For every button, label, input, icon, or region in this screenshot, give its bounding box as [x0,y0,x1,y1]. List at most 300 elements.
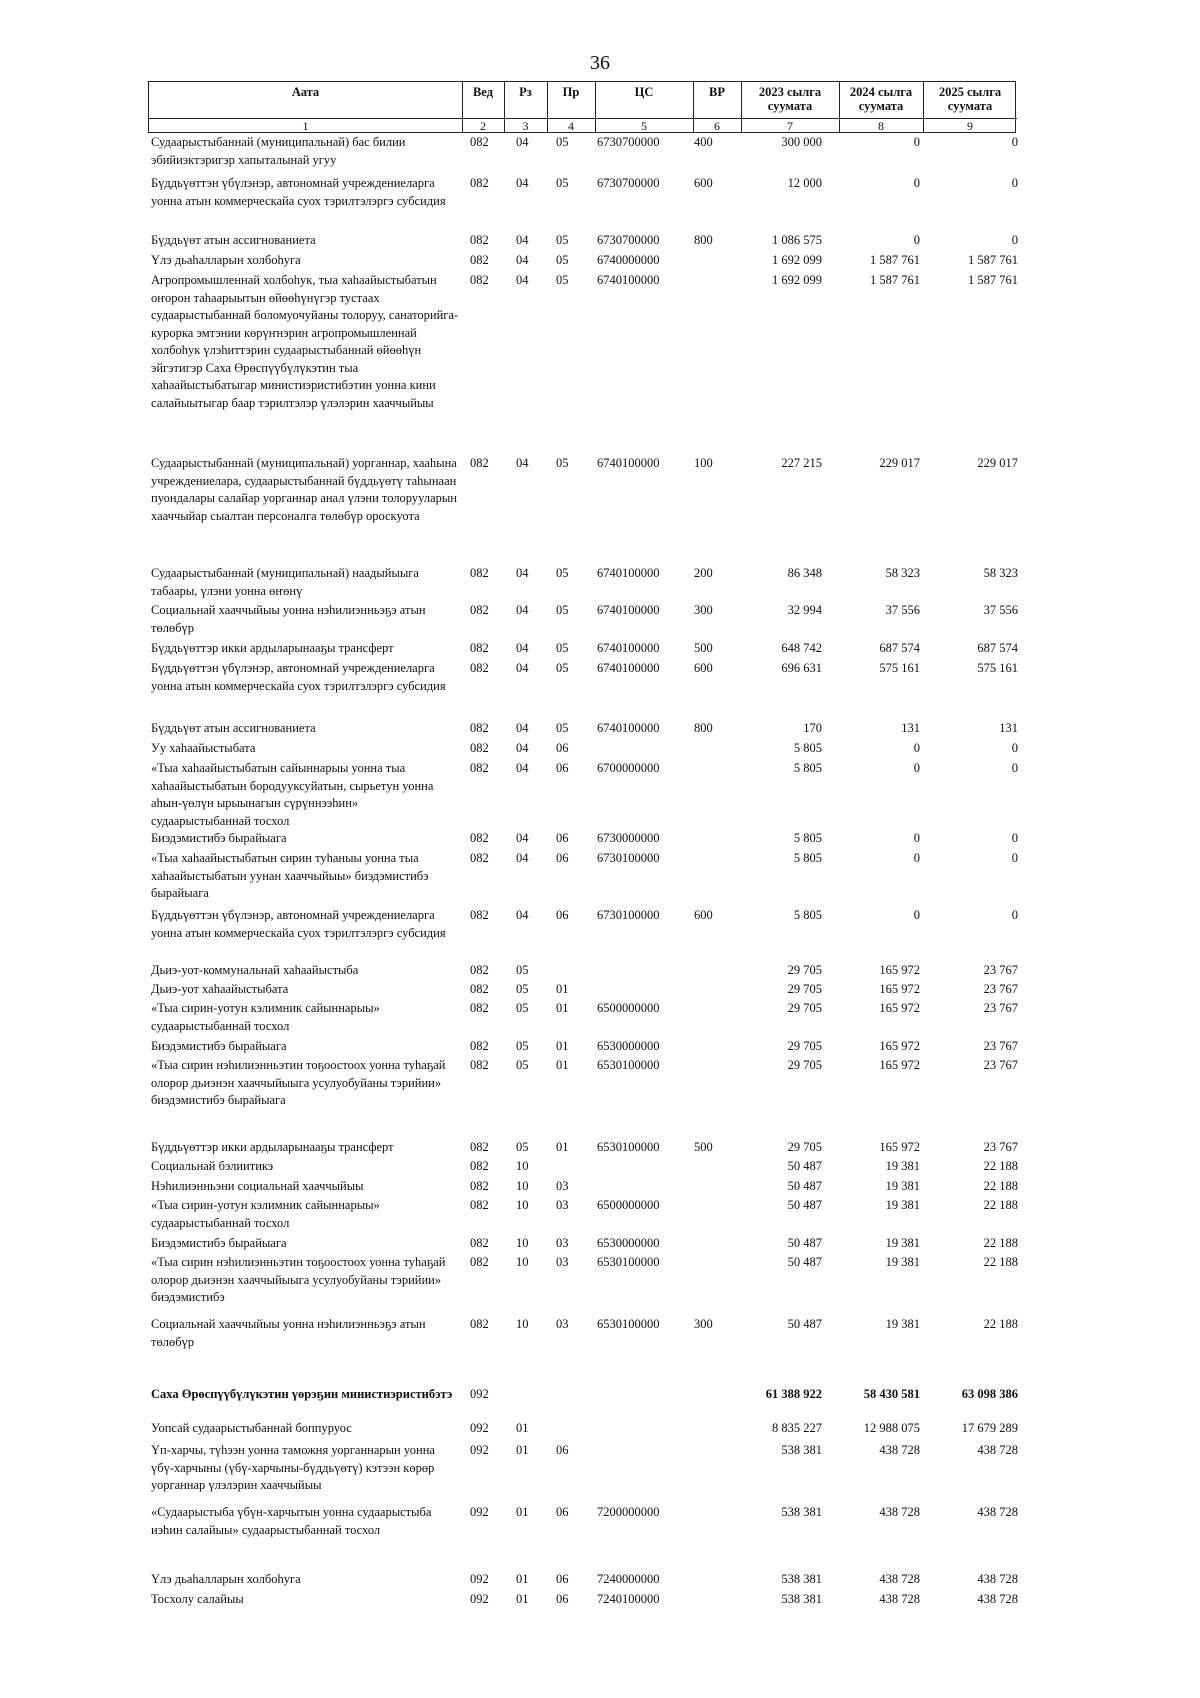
row-value-2025: 438 728 [977,1443,1018,1457]
row-rz: 04 [516,641,529,655]
row-value-2025: 22 188 [983,1198,1018,1212]
row-ved: 082 [470,135,489,149]
row-rz: 04 [516,851,529,865]
row-value-2023: 696 631 [781,661,822,675]
row-rz: 04 [516,176,529,190]
row-value-2024: 58 323 [885,566,920,580]
column-header-label: 2024 сылга суумата [849,85,913,113]
column-number: 8 [839,118,923,134]
row-cs: 6740100000 [597,273,660,287]
column-header-label: Вед [472,85,494,99]
row-name: Бүддьүөттэр икки ардыларынааҕы трансферт [151,641,394,655]
row-value-2023: 29 705 [787,1140,822,1154]
column-header-cs [595,82,693,134]
row-value-2023: 32 994 [787,603,822,617]
row-pr: 05 [556,566,569,580]
row-name: «Судаарыстыба үбүн-харчытын уонна судаарыстыба иэһин салайыы» судаарыстыбаннай тосхол [151,1505,432,1537]
row-rz: 01 [516,1443,529,1457]
row-name: Дьиэ-уот-коммунальнай хаһаайыстыба [151,963,359,977]
row-vr: 500 [694,1140,713,1154]
row-value-2023: 50 487 [787,1255,822,1269]
row-value-2023: 538 381 [781,1592,822,1606]
row-cs: 6730700000 [597,176,660,190]
row-value-2025: 17 679 289 [961,1421,1018,1435]
row-pr: 01 [556,982,569,996]
row-value-2023: 227 215 [781,456,822,470]
row-vr: 500 [694,641,713,655]
row-rz: 10 [516,1198,529,1212]
row-value-2024: 131 [901,721,920,735]
row-name: Социальнай бэлиитикэ [151,1159,274,1173]
row-value-2023: 1 692 099 [772,273,822,287]
row-pr: 05 [556,661,569,675]
column-number: 2 [462,118,504,134]
row-value-2023: 648 742 [781,641,822,655]
column-number: 5 [595,118,693,134]
row-rz: 05 [516,1001,529,1015]
row-ved: 082 [470,566,489,580]
row-rz: 05 [516,1039,529,1053]
row-ved: 082 [470,176,489,190]
row-ved: 082 [470,603,489,617]
row-value-2025: 1 587 761 [968,253,1018,267]
row-value-2024: 1 587 761 [870,273,920,287]
row-rz: 10 [516,1317,529,1331]
column-divider [462,82,463,132]
row-pr: 06 [556,1592,569,1606]
row-rz: 05 [516,1058,529,1072]
row-name: «Тыа сирин нэһилиэнньэтин тоҕоостоох уонна туһаҕай олорор дьиэнэн хааччыйыыга усулуобуйаны тэрийии» биэдэмистибэ [151,1255,446,1304]
row-rz: 04 [516,566,529,580]
row-ved: 082 [470,721,489,735]
row-value-2024: 0 [913,908,920,922]
column-divider [741,82,742,132]
row-ved: 092 [470,1592,489,1606]
row-cs: 6700000000 [597,761,660,775]
row-value-2025: 23 767 [983,1140,1018,1154]
row-pr: 03 [556,1255,569,1269]
row-ved: 082 [470,253,489,267]
row-value-2025: 23 767 [983,1039,1018,1053]
row-name: Социальнай хааччыйыы уонна нэһилиэнньэҕэ атын төлөбүр [151,603,426,635]
row-vr: 300 [694,1317,713,1331]
row-name: Биэдэмистибэ бырайыага [151,831,287,845]
row-name: Уу хаһаайыстыбата [151,741,256,755]
row-ved: 092 [470,1443,489,1457]
row-value-2023: 170 [803,721,822,735]
row-value-2023: 8 835 227 [772,1421,822,1435]
row-ved: 082 [470,641,489,655]
row-cs: 6530100000 [597,1058,660,1072]
row-value-2025: 1 587 761 [968,273,1018,287]
page-number: 36 [590,52,610,74]
row-value-2024: 165 972 [879,1140,920,1154]
row-ved: 082 [470,1236,489,1250]
row-value-2023: 5 805 [793,851,822,865]
row-name: Биэдэмистибэ бырайыага [151,1039,287,1053]
column-header-label: 2025 сылга суумата [938,85,1002,113]
row-rz: 04 [516,253,529,267]
row-pr: 01 [556,1039,569,1053]
row-rz: 04 [516,456,529,470]
row-value-2024: 19 381 [885,1198,920,1212]
row-value-2023: 29 705 [787,1058,822,1072]
row-name: Бүддьүөт атын ассигнованиета [151,233,316,247]
column-header-pr [547,82,595,134]
row-cs: 6530000000 [597,1236,660,1250]
row-rz: 04 [516,233,529,247]
row-cs: 6530100000 [597,1317,660,1331]
row-ved: 082 [470,1159,489,1173]
row-pr: 06 [556,908,569,922]
row-cs: 6740000000 [597,253,660,267]
row-ved: 082 [470,982,489,996]
row-cs: 6730100000 [597,908,660,922]
row-value-2023: 86 348 [787,566,822,580]
row-cs: 7200000000 [597,1505,660,1519]
row-pr: 05 [556,253,569,267]
table-header [148,81,1016,133]
row-rz: 01 [516,1592,529,1606]
row-value-2023: 538 381 [781,1443,822,1457]
row-value-2023: 5 805 [793,741,822,755]
row-value-2023: 50 487 [787,1198,822,1212]
row-pr: 06 [556,831,569,845]
row-cs: 6740100000 [597,641,660,655]
row-name: Судаарыстыбаннай (муниципальнай) наадыйыыга табаары, үлэни уонна өҥөнү [151,566,419,598]
column-number: 4 [547,118,595,134]
row-value-2024: 438 728 [879,1592,920,1606]
row-value-2023: 1 692 099 [772,253,822,267]
row-value-2023: 5 805 [793,908,822,922]
row-pr: 01 [556,1001,569,1015]
row-name: «Тыа хаһаайыстыбатын сайыннарыы уонна тыа хаһаайыстыбатын бородууксуйатын, сырьетун уонна аһын-үөлүн ырыынагын сүрүннээһин» судаарыстыбаннай тосхол [151,761,434,828]
row-name: Агропромышленнай холбоһук, тыа хаһаайыстыбатын оҥорон таһаарыытын өйөөһүнүгэр тустаах судаарыстыбаннай боломуочуйаны толоруу, санаторийга-курорка эмтэнии көрүҥнэрин агропромышленнай холбоһук үлэһиттэрин судаарыстыбаннай өйөөһүн эйгэтигэр Саха Өрөспүүбүлүкэтин тыа хаһаайыстыбатыгар министиэристибэтин уонна кини салайыытыгар баар тэрилтэлэр үлэлэрин хааччыйыы [151,273,459,410]
row-value-2025: 0 [1011,831,1018,845]
row-value-2023: 300 000 [781,135,822,149]
row-value-2024: 0 [913,851,920,865]
row-name: Бүддьүөттэн үбүлэнэр, автономнай учреждениеларга уонна атын коммерческайа суох тэрилтэлэргэ субсидия [151,176,446,208]
row-cs: 6730700000 [597,135,660,149]
row-cs: 6730700000 [597,233,660,247]
row-ved: 082 [470,273,489,287]
row-pr: 06 [556,851,569,865]
row-pr: 01 [556,1058,569,1072]
row-rz: 05 [516,963,529,977]
row-value-2024: 165 972 [879,982,920,996]
row-value-2025: 22 188 [983,1179,1018,1193]
row-value-2025: 23 767 [983,982,1018,996]
row-name: Үп-харчы, түһээн уонна таможня уорганнарын уонна үбү-харчыны (үбү-харчыны-бүддьүөтү) кэтээн көрөр уорганнар үлэлэрин хааччыйыы [151,1443,435,1492]
row-pr: 06 [556,1443,569,1457]
row-ved: 082 [470,831,489,845]
row-vr: 400 [694,135,713,149]
row-ved: 082 [470,1058,489,1072]
row-value-2025: 0 [1011,176,1018,190]
row-name: «Тыа сирин-уотун кэлимник сайыннарыы» судаарыстыбаннай тосхол [151,1198,380,1230]
row-ved: 082 [470,1001,489,1015]
column-header-2025 [923,82,1017,134]
column-header-label: Аата [291,85,320,99]
row-value-2025: 0 [1011,761,1018,775]
row-value-2024: 19 381 [885,1159,920,1173]
row-value-2025: 438 728 [977,1572,1018,1586]
column-header-label: 2023 сылга суумата [758,85,822,113]
row-name: Бүддьүөт атын ассигнованиета [151,721,316,735]
row-value-2025: 0 [1011,233,1018,247]
column-header-name [149,82,462,134]
row-value-2025: 63 098 386 [961,1387,1018,1401]
column-header-label: Пр [562,85,580,99]
row-rz: 01 [516,1505,529,1519]
row-pr: 03 [556,1179,569,1193]
row-value-2024: 37 556 [885,603,920,617]
row-pr: 06 [556,1505,569,1519]
row-pr: 05 [556,273,569,287]
row-value-2024: 229 017 [879,456,920,470]
row-pr: 06 [556,761,569,775]
row-cs: 6530000000 [597,1039,660,1053]
row-cs: 6500000000 [597,1001,660,1015]
row-pr: 05 [556,603,569,617]
row-rz: 04 [516,908,529,922]
row-vr: 300 [694,603,713,617]
column-divider [547,82,548,132]
row-value-2023: 29 705 [787,963,822,977]
row-cs: 6500000000 [597,1198,660,1212]
column-divider [839,82,840,132]
row-cs: 6740100000 [597,661,660,675]
row-ved: 082 [470,963,489,977]
row-rz: 04 [516,135,529,149]
row-rz: 04 [516,741,529,755]
row-vr: 800 [694,721,713,735]
row-value-2024: 438 728 [879,1443,920,1457]
row-ved: 092 [470,1421,489,1435]
row-value-2025: 0 [1011,851,1018,865]
row-pr: 03 [556,1198,569,1212]
row-value-2025: 37 556 [983,603,1018,617]
row-cs: 6740100000 [597,456,660,470]
row-ved: 082 [470,761,489,775]
column-divider [504,82,505,132]
row-pr: 05 [556,456,569,470]
row-rz: 10 [516,1255,529,1269]
row-value-2024: 165 972 [879,1058,920,1072]
row-value-2024: 1 587 761 [870,253,920,267]
row-value-2024: 0 [913,761,920,775]
row-value-2024: 0 [913,831,920,845]
row-rz: 10 [516,1236,529,1250]
row-value-2024: 165 972 [879,1039,920,1053]
row-value-2025: 22 188 [983,1317,1018,1331]
row-pr: 05 [556,721,569,735]
row-pr: 06 [556,1572,569,1586]
row-value-2024: 165 972 [879,963,920,977]
row-value-2024: 0 [913,233,920,247]
row-value-2024: 19 381 [885,1236,920,1250]
row-name: «Тыа хаһаайыстыбатын сирин туһаныы уонна тыа хаһаайыстыбатын уунан хааччыйыы» биэдэмистибэ бырайыага [151,851,429,900]
column-header-label: ЦС [634,85,654,99]
row-cs: 6740100000 [597,721,660,735]
row-name: Үлэ дьаһалларын холбоһуга [151,253,301,267]
row-pr: 03 [556,1236,569,1250]
row-pr: 05 [556,641,569,655]
row-value-2023: 61 388 922 [765,1387,822,1401]
row-value-2024: 19 381 [885,1255,920,1269]
column-number: 6 [693,118,741,134]
row-value-2024: 165 972 [879,1001,920,1015]
row-name: Уопсай судаарыстыбаннай боппуруос [151,1421,352,1435]
row-pr: 06 [556,741,569,755]
row-value-2023: 538 381 [781,1505,822,1519]
row-rz: 04 [516,661,529,675]
row-value-2025: 22 188 [983,1159,1018,1173]
row-rz: 10 [516,1179,529,1193]
row-rz: 05 [516,1140,529,1154]
row-name: Нэһилиэнньэни социальнай хааччыйыы [151,1179,364,1193]
row-value-2023: 538 381 [781,1572,822,1586]
column-header-label: ВР [709,85,725,99]
row-value-2025: 23 767 [983,1058,1018,1072]
row-rz: 01 [516,1572,529,1586]
row-cs: 7240100000 [597,1592,660,1606]
row-value-2023: 5 805 [793,831,822,845]
row-vr: 600 [694,908,713,922]
row-value-2024: 0 [913,176,920,190]
row-value-2025: 22 188 [983,1255,1018,1269]
row-ved: 092 [470,1572,489,1586]
row-value-2023: 50 487 [787,1236,822,1250]
row-ved: 082 [470,851,489,865]
row-value-2024: 58 430 581 [863,1387,920,1401]
row-name: Саха Өрөспүүбүлүкэтин үөрэҕин министиэристибэтэ [151,1387,453,1401]
row-value-2023: 29 705 [787,982,822,996]
column-divider [923,82,924,132]
row-value-2023: 29 705 [787,1039,822,1053]
column-header-rz [504,82,547,134]
row-ved: 082 [470,661,489,675]
row-value-2024: 687 574 [879,641,920,655]
row-pr: 05 [556,233,569,247]
row-ved: 082 [470,741,489,755]
row-name: Үлэ дьаһалларын холбоһуга [151,1572,301,1586]
row-pr: 05 [556,135,569,149]
row-name: Бүддьүөттэн үбүлэнэр, автономнай учреждениеларга уонна атын коммерческайа суох тэрилтэлэргэ субсидия [151,661,446,693]
row-value-2024: 438 728 [879,1505,920,1519]
row-cs: 6530100000 [597,1255,660,1269]
row-name: Биэдэмистибэ бырайыага [151,1236,287,1250]
column-divider [595,82,596,132]
row-ved: 082 [470,233,489,247]
row-value-2023: 50 487 [787,1159,822,1173]
row-name: Тосхолу салайыы [151,1592,244,1606]
row-vr: 100 [694,456,713,470]
row-value-2025: 0 [1011,908,1018,922]
row-name: Судаарыстыбаннай (муниципальнай) уорганнар, хааһына учреждениелара, судаарыстыбаннай бүддьүөтү таһынаан пуондалары салайар уорганнар анал үлэни толорууларын хааччыйар сыалтан персоналга төлөбүр ороскуота [151,456,457,523]
row-pr: 01 [556,1140,569,1154]
row-ved: 082 [470,908,489,922]
row-ved: 082 [470,1179,489,1193]
row-name: «Тыа сирин-уотун кэлимник сайыннарыы» судаарыстыбаннай тосхол [151,1001,380,1033]
row-ved: 082 [470,1255,489,1269]
row-value-2024: 0 [913,135,920,149]
row-value-2024: 438 728 [879,1572,920,1586]
row-cs: 6740100000 [597,566,660,580]
row-name: Дьиэ-уот хаһаайыстыбата [151,982,289,996]
row-value-2025: 23 767 [983,963,1018,977]
column-header-2024 [839,82,923,134]
column-header-label: Рз [519,85,532,99]
column-number: 3 [504,118,547,134]
row-value-2024: 575 161 [879,661,920,675]
row-ved: 082 [470,1140,489,1154]
column-header-vr [693,82,741,134]
row-rz: 04 [516,273,529,287]
row-name: «Тыа сирин нэһилиэнньэтин тоҕоостоох уонна туһаҕай олорор дьиэнэн хааччыйыыга усулуобуйаны тэрийии» биэдэмистибэ бырайыага [151,1058,446,1107]
row-rz: 05 [516,982,529,996]
row-pr: 05 [556,176,569,190]
row-vr: 800 [694,233,713,247]
row-value-2023: 12 000 [787,176,822,190]
row-value-2025: 0 [1011,741,1018,755]
row-name: Бүддьүөттэр икки ардыларынааҕы трансферт [151,1140,394,1154]
row-ved: 082 [470,1039,489,1053]
column-header-ved [462,82,504,134]
row-cs: 7240000000 [597,1572,660,1586]
row-value-2023: 5 805 [793,761,822,775]
row-value-2025: 22 188 [983,1236,1018,1250]
row-cs: 6730000000 [597,831,660,845]
row-value-2023: 50 487 [787,1317,822,1331]
row-value-2025: 575 161 [977,661,1018,675]
column-number: 9 [923,118,1017,134]
row-value-2024: 19 381 [885,1179,920,1193]
row-cs: 6530100000 [597,1140,660,1154]
row-name: Судаарыстыбаннай (муниципальнай) бас билии эбийиэктэригэр хапыталынай угуу [151,135,406,167]
row-value-2025: 438 728 [977,1592,1018,1606]
row-name: Социальнай хааччыйыы уонна нэһилиэнньэҕэ атын төлөбүр [151,1317,426,1349]
row-value-2023: 50 487 [787,1179,822,1193]
row-ved: 092 [470,1505,489,1519]
row-ved: 082 [470,1317,489,1331]
row-cs: 6730100000 [597,851,660,865]
row-value-2025: 687 574 [977,641,1018,655]
row-value-2025: 58 323 [983,566,1018,580]
row-ved: 082 [470,456,489,470]
column-header-2023 [741,82,839,134]
row-cs: 6740100000 [597,603,660,617]
row-ved: 082 [470,1198,489,1212]
row-value-2023: 1 086 575 [772,233,822,247]
row-rz: 04 [516,761,529,775]
column-number: 1 [149,118,462,134]
row-vr: 200 [694,566,713,580]
row-value-2024: 12 988 075 [863,1421,920,1435]
row-rz: 04 [516,721,529,735]
row-name: Бүддьүөттэн үбүлэнэр, автономнай учреждениеларга уонна атын коммерческайа суох тэрилтэлэргэ субсидия [151,908,446,940]
row-value-2025: 23 767 [983,1001,1018,1015]
column-divider [693,82,694,132]
row-value-2025: 131 [999,721,1018,735]
row-value-2025: 0 [1011,135,1018,149]
row-value-2025: 229 017 [977,456,1018,470]
row-value-2025: 438 728 [977,1505,1018,1519]
row-value-2024: 0 [913,741,920,755]
row-vr: 600 [694,661,713,675]
row-rz: 04 [516,603,529,617]
column-number: 7 [741,118,839,134]
